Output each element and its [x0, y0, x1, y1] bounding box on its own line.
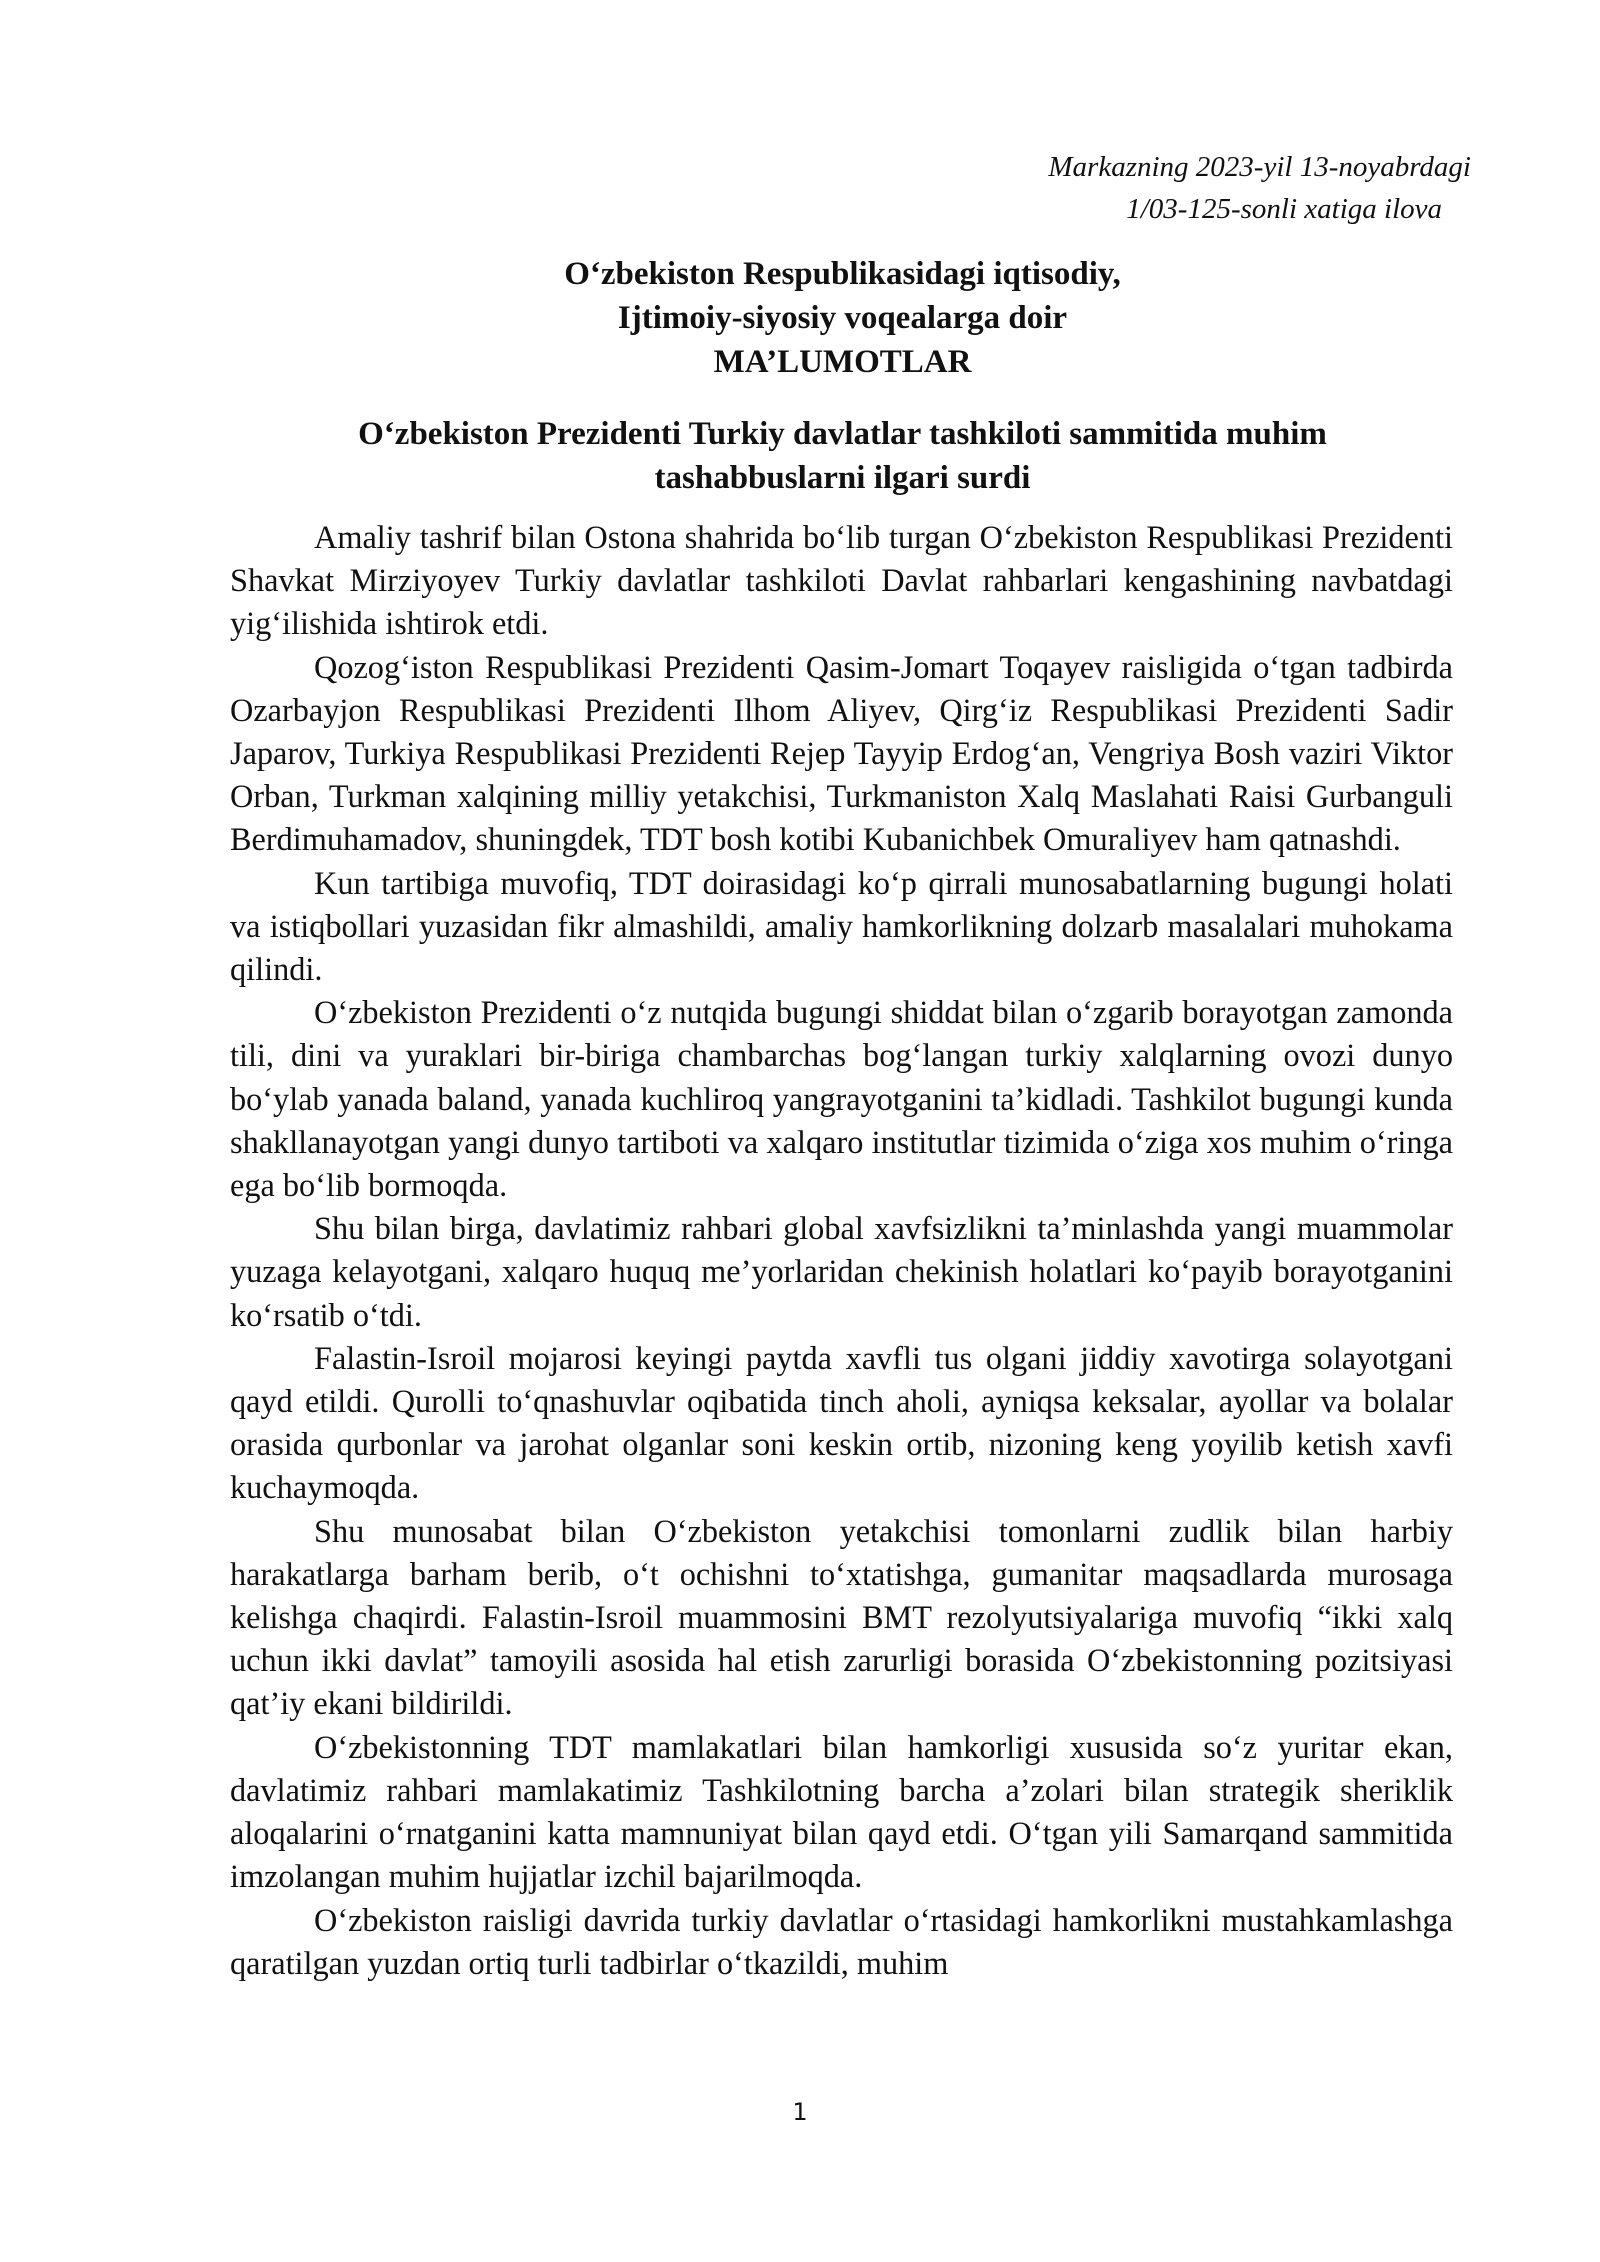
paragraph: Qozog‘iston Respublikasi Prezidenti Qasim-Jomart Toqayev raisligida o‘tgan tadbirda Ozarbayjon Respublikasi Prezidenti Ilhom Aliyev, Qirg‘iz Respublikasi Prezidenti Sadir Japarov, Turkiya Respublikasi Prezidenti Rejep Tayyip Erdog‘an, Vengriya Bosh vaziri Viktor Orban, Turkman xalqining milliy yetakchisi, Turkmaniston Xalq Maslahati Raisi Gurbanguli Berdimuhamadov, shuningdek, TDT bosh kotibi Kubanichbek Omuraliyev ham qatnashdi.	[230, 648, 1453, 858]
paragraph: O‘zbekiston raisligi davrida turkiy davlatlar o‘rtasidagi hamkorlikni mustahkamlashga qaratilgan yuzdan ortiq turli tadbirlar o‘tkazildi, muhim	[230, 1901, 1453, 1981]
paragraph: Shu munosabat bilan O‘zbekiston yetakchisi tomonlarni zudlik bilan harbiy harakatlarga barham berib, o‘t ochishni to‘xtatishga, gumanitar maqsadlarda murosaga kelishga chaqirdi. Falastin-Isroil muammosini BMT rezolyutsiyalariga muvofiq “ikki xalq uchun ikki davlat” tamoyili asosida hal etish zarurligi borasida O‘zbekistonning pozitsiyasi qat’iy ekani bildirildi.	[230, 1512, 1453, 1722]
document-title	[230, 252, 1455, 384]
document-title-line: MA’LUMOTLAR	[713, 344, 972, 380]
attachment-reference	[1048, 146, 1471, 230]
paragraph: Falastin-Isroil mojarosi keyingi paytda xavfli tus olgani jiddiy xavotirga solayotgani qayd etildi. Qurolli to‘qnashuvlar oqibatida tinch aholi, ayniqsa keksalar, ayollar va bolalar orasida qurbonlar va jarohat olganlar soni keskin ortib, nizoning keng yoyilib ketish xavfi kuchaymoqda.	[230, 1339, 1453, 1506]
article-body	[230, 516, 1453, 1985]
paragraph: Amaliy tashrif bilan Ostona shahrida bo‘lib turgan O‘zbekiston Respublikasi Prezidenti Shavkat Mirziyoyev Turkiy davlatlar tashkiloti Davlat rahbarlari kengashining navbatdagi yig‘ilishida ishtirok etdi.	[230, 519, 1453, 642]
paragraph: Shu bilan birga, davlatimiz rahbari global xavfsizlikni ta’minlashda yangi muammolar yuzaga kelayotgani, xalqaro huquq me’yorlaridan chekinish holatlari ko‘payib borayotganini ko‘rsatib o‘tdi.	[230, 1210, 1453, 1333]
document-title-line: Ijtimoiy-siyosiy voqealarga doir	[617, 300, 1068, 336]
article-heading-line: O‘zbekiston Prezidenti Turkiy davlatlar tashkiloti sammitida muhim	[358, 416, 1327, 452]
paragraph: O‘zbekistonning TDT mamlakatlari bilan hamkorligi xususida so‘z yuritar ekan, davlatimiz rahbari mamlakatimiz Tashkilotning barcha a’zolari bilan strategik sheriklik aloqalarini o‘rnatganini katta mamnuniyat bilan qayd etdi. O‘tgan yili Samarqand sammitida imzolangan muhim hujjatlar izchil bajarilmoqda.	[230, 1728, 1453, 1895]
attachment-reference-line: Markazning 2023-yil 13-noyabrdagi	[1048, 151, 1471, 183]
paragraph: O‘zbekiston Prezidenti o‘z nutqida bugungi shiddat bilan o‘zgarib borayotgan zamonda tili, dini va yuraklari bir-biriga chambarchas bog‘langan turkiy xalqlarning ovozi dunyo bo‘ylab yanada baland, yanada kuchliroq yangrayotganini ta’kidladi. Tashkilot bugungi kunda shakllanayotgan yangi dunyo tartiboti va xalqaro institutlar tizimida o‘ziga xos muhim o‘ringa ega bo‘lib bormoqda.	[230, 994, 1453, 1204]
document-title-line: O‘zbekiston Respublikasidagi iqtisodiy,	[564, 256, 1121, 292]
page-number: 1	[792, 2098, 808, 2126]
article-heading-line: tashabbuslarni ilgari surdi	[654, 460, 1031, 496]
paragraph: Kun tartibiga muvofiq, TDT doirasidagi ko‘p qirrali munosabatlarning bugungi holati va istiqbollari yuzasidan fikr almashildi, amaliy hamkorlikning dolzarb masalalari muhokama qilindi.	[230, 864, 1453, 988]
attachment-reference-line: 1/03-125-sonli xatiga ilova	[1126, 193, 1442, 225]
article-heading	[230, 412, 1455, 500]
